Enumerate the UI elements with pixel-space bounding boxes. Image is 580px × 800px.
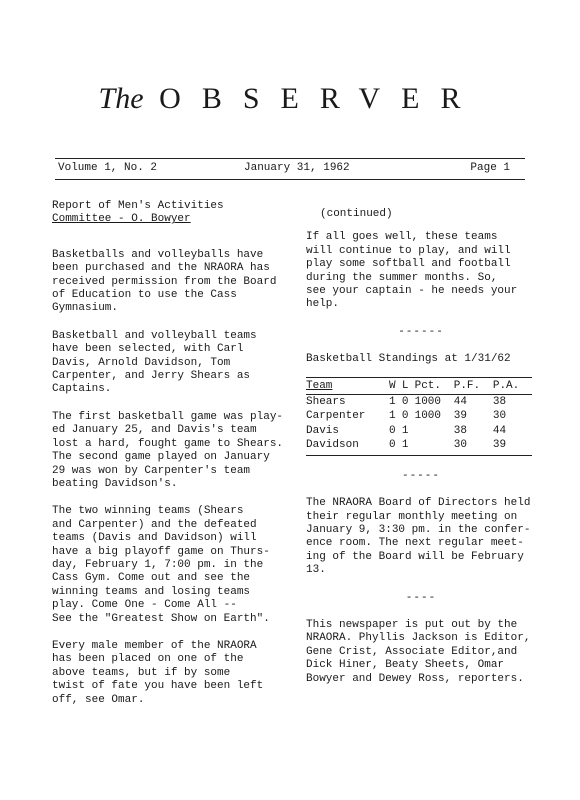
paragraph: The first basketball game was play- ed January 25, and Davis's team lost a hard, fought game to Shears. The second game played on January 29 was won by Carpenter's team beating Davidson's. <box>52 410 284 490</box>
paragraph: The two winning teams (Shears and Carpenter) and the defeated teams (Davis and Davidson) will have a big playoff game on Thurs- day, February 1, 7:00 pm. in the Cass Gym. Come out and see the winning teams and losing teams play. Come One - Come All -- See the "Greatest Show on Earth". <box>52 505 270 625</box>
standings-row <box>306 438 532 455</box>
standings-cell: 1 <box>389 410 396 423</box>
standings-cell: 0 <box>401 410 409 423</box>
standings-cell <box>415 424 454 438</box>
standings-cell: 0 <box>389 424 396 437</box>
standings-header-cell: P.F. <box>454 377 493 394</box>
issue-top-rule <box>55 158 525 159</box>
standings-row <box>306 395 532 410</box>
standings-header-cell: P.A. <box>493 377 532 394</box>
standings-cell: 30 <box>492 410 507 423</box>
standings-table <box>306 377 532 456</box>
standings-cell: 39 <box>493 438 532 455</box>
standings-cell: 39 <box>453 410 467 423</box>
separator: ----- <box>401 469 440 482</box>
masthead-title: OBSERVER <box>159 82 482 115</box>
standings-cell: 38 <box>453 424 467 437</box>
standings-cell: 1 <box>402 438 415 455</box>
standings-cell: 1 <box>401 424 409 437</box>
right-column <box>306 208 536 700</box>
standings-cell: 44 <box>453 396 467 409</box>
left-column <box>52 200 297 721</box>
separator: ---- <box>405 591 437 604</box>
paragraph: Basketballs and volleyballs have been purchased and the NRAORA has received permission from the Board of Education to use the Cass Gymnasium. <box>52 248 277 315</box>
issue-bottom-rule <box>55 179 525 180</box>
standings-cell: 38 <box>492 396 507 409</box>
standings-title: Basketball Standings at 1/31/62 <box>306 353 511 366</box>
standings-header-cell: Team <box>306 377 389 394</box>
standings-cell: 1 <box>389 396 396 409</box>
standings-header-cell: L <box>402 377 415 394</box>
standings-cell: 1000 <box>414 410 442 423</box>
standings-cell: 0 <box>401 396 409 409</box>
report-heading: Report of Men's Activities <box>52 200 224 212</box>
standings-cell <box>415 438 454 455</box>
paragraph: This newspaper is put out by the NRAORA. Phyllis Jackson is Editor, Gene Crist, Associate Editor,and Dick Hiner, Beaty Sheets, Omar Bowyer and Dewey Ross, reporters. <box>306 618 531 685</box>
paragraph: Every male member of the NRAORA has been placed on one of the above teams, but if by some twist of fate you have been left off, see Omar. <box>52 639 264 706</box>
paragraph: Basketball and volleyball teams have been selected, with Carl Davis, Arnold Davidson, Tom Carpenter, and Jerry Shears as Captains. <box>52 329 257 396</box>
standings-row <box>306 409 532 423</box>
standings-header-cell: Pct. <box>415 377 454 394</box>
standings-cell: 44 <box>492 424 507 437</box>
masthead <box>0 82 580 116</box>
issue-page: Page 1 <box>470 162 510 174</box>
standings-cell: Carpenter <box>306 410 366 423</box>
standings-body <box>306 395 532 456</box>
paragraph: If all goes well, these teams will continue to play, and will play some softball and football during the summer months. So, see your captain - he needs your help. <box>306 231 518 311</box>
standings-header-row <box>306 377 532 394</box>
continued-label: (continued) <box>320 208 393 220</box>
report-byline: Committee - O. Bowyer <box>52 213 191 226</box>
paragraph: The NRAORA Board of Directors held their regular monthly meeting on January 9, 3:30 pm. in the confer- ence room. The next regular meet- ing of the Board will be February 13. <box>306 497 531 577</box>
masthead-the: The <box>98 82 144 115</box>
report-heading-block <box>52 200 297 227</box>
standings-cell: 30 <box>454 438 493 455</box>
standings-cell: 0 <box>389 438 402 455</box>
standings-cell: 1000 <box>414 396 442 409</box>
standings-cell: Shears <box>306 396 346 409</box>
separator: ------ <box>398 325 444 338</box>
standings-cell: Davis <box>306 424 340 437</box>
standings-row <box>306 424 532 438</box>
standings-header-cell: W <box>389 377 402 394</box>
standings-cell: Davidson <box>306 438 389 455</box>
issue-volume: Volume 1, No. 2 <box>58 162 158 174</box>
issue-date: January 31, 1962 <box>244 162 350 174</box>
